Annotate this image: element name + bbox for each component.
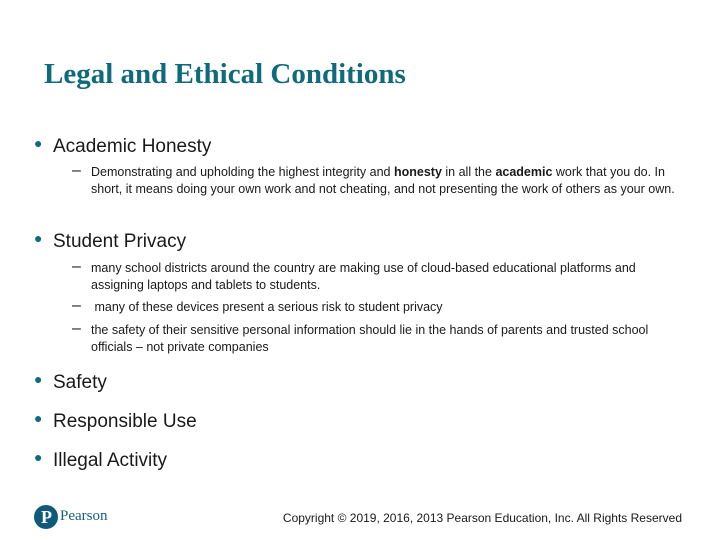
slide-title: Legal and Ethical Conditions [44, 58, 406, 90]
bullet-label: Academic Honesty [53, 136, 212, 157]
bullet-label: Illegal Activity [53, 450, 168, 471]
dash-icon: – [72, 162, 81, 179]
sub-bullet-personal-information [72, 322, 682, 356]
dash-icon: – [72, 297, 81, 314]
bullet-label: Safety [53, 372, 107, 393]
bullet-icon: ● [34, 410, 43, 426]
dash-icon: – [72, 258, 81, 275]
logo-wordmark: Pearson [60, 508, 108, 524]
text-run: Demonstrating and upholding the highest integrity and [91, 165, 394, 179]
bullet-label: Responsible Use [53, 411, 197, 432]
text-run-bold: academic [495, 165, 553, 179]
pearson-logo-icon [34, 505, 58, 529]
bullet-icon: ● [34, 135, 43, 151]
text-run-bold: honesty [393, 165, 442, 179]
bullet-label: Student Privacy [53, 231, 187, 252]
sub-bullet-cloud-platforms [72, 260, 682, 294]
sub-bullet-privacy-risk [72, 299, 682, 316]
bullet-icon: ● [34, 449, 43, 465]
text-run: work that you do. In short, it means doing your own work and not cheating, and not presenting the work of others as your own. [91, 165, 675, 196]
dash-icon: – [72, 320, 81, 337]
sub-bullet-academic-honesty-definition [72, 164, 682, 198]
sub-bullet-text: the safety of their sensitive personal information should lie in the hands of parents and trusted school officials – not private companies [91, 323, 649, 354]
sub-bullet-text [91, 164, 682, 198]
copyright-notice: Copyright © 2019, 2016, 2013 Pearson Education, Inc. All Rights Reserved [282, 511, 682, 525]
sub-bullet-text: many school districts around the country are making use of cloud-based educational platforms and assigning laptops and tablets to students. [91, 261, 636, 292]
bullet-icon: ● [34, 230, 43, 246]
logo-letter: P [41, 507, 52, 527]
sub-bullet-text: many of these devices present a serious risk to student privacy [91, 300, 443, 314]
bullet-icon: ● [34, 371, 43, 387]
text-run: in all the [441, 165, 496, 179]
